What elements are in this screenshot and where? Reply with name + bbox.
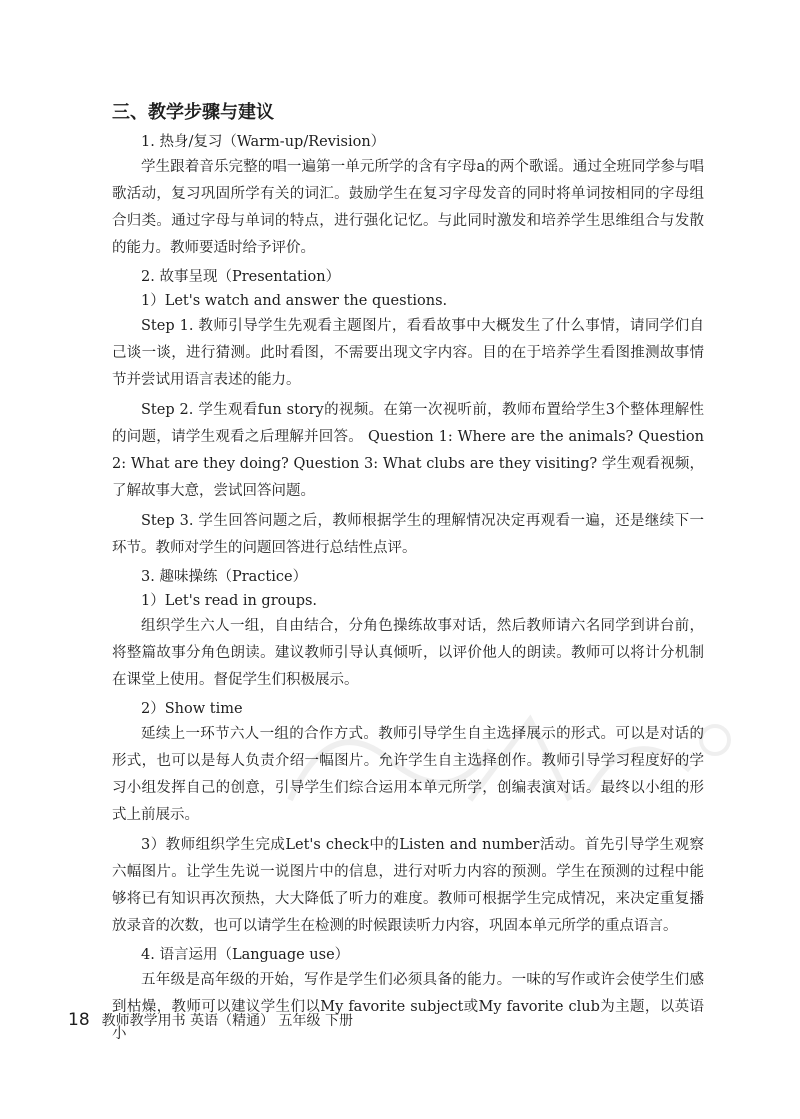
step2-subheading-watch: 1）Let's watch and answer the questions. bbox=[141, 293, 448, 309]
step3-title: 3. 趣味操练（Practice） bbox=[141, 569, 308, 585]
book-title: 教师教学用书 英语（精通） 五年级 下册 bbox=[101, 1013, 353, 1029]
section-heading: 三、教学步骤与建议 bbox=[112, 102, 274, 123]
step2-step2-paragraph: Step 2. 学生观看fun story的视频。在第一次视听前，教师布置给学生3个整体理解性的问题，请学生观看之后理解并回答。 Question 1: Where are the animals? Question 2: What are they doing? Question 3: What clubs are they visiting? 学生观看视频，了解故事大意，尝试回答问题。 bbox=[112, 402, 704, 499]
step4-paragraph: 五年级是高年级的开始，写作是学生们必须具备的能力。一味的写作或许会使学生们感到枯燥，教师可以建议学生们以My favorite subject或My favorite club为主题，以英语小 bbox=[112, 972, 704, 1042]
step3-read-paragraph: 组织学生六人一组，自由结合，分角色操练故事对话，然后教师请六名同学到讲台前，将整篇故事分角色朗读。建议教师引导认真倾听，以评价他人的朗读。教师可以将计分机制在课堂上使用。督促学生们积极展示。 bbox=[112, 618, 704, 688]
page-content bbox=[112, 100, 704, 1051]
step1-body: 学生跟着音乐完整的唱一遍第一单元所学的含有字母a的两个歌谣。通过全班同学参与唱歌活动，复习巩固所学有关的词汇。鼓励学生在复习字母发音的同时将单词按相同的字母组合归类。通过字母与单词的特点，进行强化记忆。与此同时激发和培养学生思维组合与发散的能力。教师要适时给予评价。 bbox=[112, 159, 704, 256]
page-footer bbox=[68, 1010, 353, 1030]
step3-subheading-read: 1）Let's read in groups. bbox=[141, 593, 318, 609]
step1-title: 1. 热身/复习（Warm-up/Revision） bbox=[141, 134, 386, 150]
page-number: 18 bbox=[68, 1010, 90, 1030]
step3-subheading-show-time: 2）Show time bbox=[141, 701, 243, 717]
step4-title: 4. 语言运用（Language use） bbox=[141, 947, 350, 963]
step3-check-paragraph: 3）教师组织学生完成Let's check中的Listen and number活动。首先引导学生观察六幅图片。让学生先说一说图片中的信息，进行对听力内容的预测。学生在预测的过程中能够将已有知识再次预热，大大降低了听力的难度。教师可根据学生完成情况，来决定重复播放录音的次数，也可以请学生在检测的时候跟读听力内容，巩固本单元所学的重点语言。 bbox=[112, 837, 704, 934]
step2-title: 2. 故事呈现（Presentation） bbox=[141, 269, 341, 285]
step3-show-time-paragraph: 延续上一环节六人一组的合作方式。教师引导学生自主选择展示的形式。可以是对话的形式，也可以是每人负责介绍一幅图片。允许学生自主选择创作。教师引导学习程度好的学习小组发挥自己的创意，引导学生们综合运用本单元所学，创编表演对话。最终以小组的形式上前展示。 bbox=[112, 726, 704, 823]
step2-step1-paragraph: Step 1. 教师引导学生先观看主题图片，看看故事中大概发生了什么事情，请同学们自己谈一谈，进行猜测。此时看图，不需要出现文字内容。目的在于培养学生看图推测故事情节并尝试用语言表述的能力。 bbox=[112, 318, 704, 388]
step2-step3-paragraph: Step 3. 学生回答问题之后，教师根据学生的理解情况决定再观看一遍，还是继续下一环节。教师对学生的问题回答进行总结性点评。 bbox=[112, 513, 704, 556]
